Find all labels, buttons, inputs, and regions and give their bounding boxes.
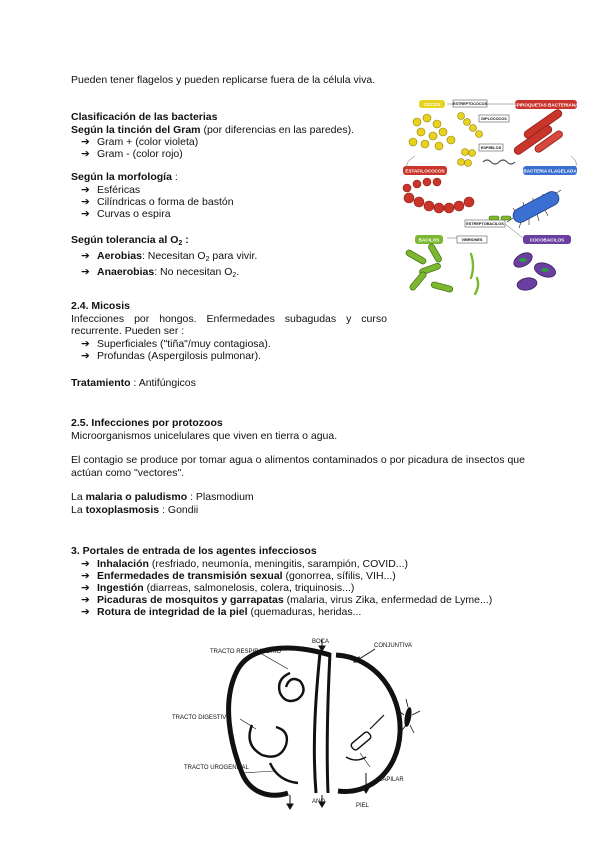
- list-item: ➔ Ingestión (diarreas, salmonelosis, colera, triquinosis...): [81, 581, 355, 594]
- arrow-icon: ➔: [81, 337, 90, 350]
- micosis-desc: Infecciones por hongos. Enfermedades subagudas y curso recurrente. Pueden ser :: [71, 312, 387, 337]
- protozoos-desc: Microorganismos unicelulares que viven en tierra o agua.: [71, 429, 338, 442]
- protozoos-section: [71, 417, 525, 516]
- label-bacilos: BACILOS: [418, 237, 440, 243]
- gram-title: Según la tinción del Gram: [71, 123, 201, 136]
- label-diplococos: DIPLOCOCOS: [481, 117, 507, 121]
- arrow-icon: ➔: [81, 148, 90, 161]
- arrow-icon: ➔: [81, 266, 90, 279]
- label-espirilos: ESPIRILOS: [480, 146, 502, 150]
- list-item: ➔ Picaduras de mosquitos y garrapatas (malaria, virus Zika, enfermedad de Lyme...): [81, 594, 493, 607]
- list-item: ➔ Anaerobias: No necesitan $O_2$.: [81, 266, 240, 280]
- micosis-title: 2.4. Micosis: [71, 300, 130, 312]
- list-item: ➔ Rotura de integridad de la piel (quemaduras, heridas...: [81, 606, 362, 619]
- list-item: ➔ Inhalación (resfriado, neumonía, meningitis, sarampión, COVID...): [81, 557, 409, 570]
- label-boca: BOCA: [312, 639, 330, 645]
- o2-heading: Según tolerancia al $O_2$ :: [71, 233, 189, 247]
- label-vibriones: VIBRIONES: [461, 238, 483, 242]
- micosis-list: [71, 338, 525, 362]
- label-estreptobacilos: ESTREPTOBACILOS: [466, 222, 504, 226]
- gram-desc: (por diferencias en las paredes).: [200, 123, 355, 136]
- portales-list: [71, 558, 541, 619]
- list-item: ➔ Profundas (Aspergilosis pulmonar).: [81, 349, 261, 362]
- arrow-icon: ➔: [81, 569, 90, 582]
- label-capilar: CAPILAR: [378, 777, 404, 783]
- list-item: ➔ Superficiales ("tiña"/muy contagiosa).: [81, 337, 271, 350]
- arrow-icon: ➔: [81, 136, 90, 148]
- bacteria-title: Clasificación de las bacterias: [71, 111, 218, 123]
- entry-portals-diagram: [170, 633, 425, 810]
- label-cocos: COCOS: [423, 101, 441, 107]
- list-item: ➔ Gram + (color violeta): [81, 136, 199, 148]
- list-item: ➔ Enfermedades de transmisión sexual (gonorrea, sífilis, VIH...): [81, 569, 396, 582]
- bacteria-section: [71, 111, 391, 282]
- label-tracto-digestivo: TRACTO DIGESTIVO: [172, 715, 231, 721]
- intro-text: Pueden tener flagelos y pueden replicarse fuera de la célula viva.: [71, 74, 376, 86]
- bacteria-types-figure: [395, 98, 581, 308]
- label-ano: ANO: [312, 799, 326, 805]
- list-item: ➔ Cilíndricas o forma de bastón: [81, 196, 234, 209]
- protozoos-title: 2.5. Infecciones por protozoos: [71, 417, 223, 429]
- list-item: ➔ Curvas o espira: [81, 208, 171, 221]
- portales-title: 3. Portales de entrada de los agentes infecciosos: [71, 545, 317, 557]
- malaria-line: La malaria o paludismo : Plasmodium: [71, 491, 254, 503]
- label-cocobacilos: COCOBACILOS: [529, 237, 565, 243]
- label-tracto-respiratorio: TRACTO RESPIRATORIO: [210, 649, 282, 655]
- arrow-icon: ➔: [81, 594, 90, 607]
- arrow-icon: ➔: [81, 557, 90, 570]
- label-espiroquetas: ESPIROQUETAS BACTERIANAS: [510, 102, 581, 108]
- label-conjuntiva: CONJUNTIVA: [374, 643, 412, 649]
- arrow-icon: ➔: [81, 250, 90, 263]
- portales-section: [71, 545, 541, 619]
- arrow-icon: ➔: [81, 208, 90, 221]
- gram-heading: [71, 124, 391, 137]
- label-estafilococos: ESTAFILOCOCOS: [405, 168, 445, 174]
- arrow-icon: ➔: [81, 196, 90, 209]
- protozoos-contagio: El contagio se produce por tomar agua o alimentos contaminados o por picadura de insectos que actúan como "vectores".: [71, 454, 525, 479]
- list-item: ➔ Aerobias: Necesitan $O_2$ para vivir.: [81, 250, 258, 264]
- morfo-heading: Según la morfología :: [71, 171, 178, 184]
- arrow-icon: ➔: [81, 183, 90, 196]
- label-tracto-urogenital: TRACTO UROGENITAL: [184, 765, 249, 771]
- toxo-line: La toxoplasmosis : Gondii: [71, 503, 199, 516]
- o2-list: [71, 250, 391, 282]
- morfo-list: [71, 184, 391, 221]
- label-bacteria-flagelada: BACTERIA FLAGELADA: [523, 168, 577, 174]
- gram-list: [71, 136, 391, 160]
- arrow-icon: ➔: [81, 349, 90, 362]
- arrow-icon: ➔: [81, 606, 90, 619]
- label-piel: PIEL: [356, 803, 370, 809]
- list-item: ➔ Gram - (color rojo): [81, 148, 183, 161]
- list-item: ➔ Esféricas: [81, 183, 141, 196]
- arrow-icon: ➔: [81, 581, 90, 594]
- label-estreptococos: ESTREPTOCOCOS: [452, 102, 488, 106]
- tratamiento-line: Tratamiento : Antifúngicos: [71, 376, 196, 389]
- micosis-section: [71, 300, 525, 389]
